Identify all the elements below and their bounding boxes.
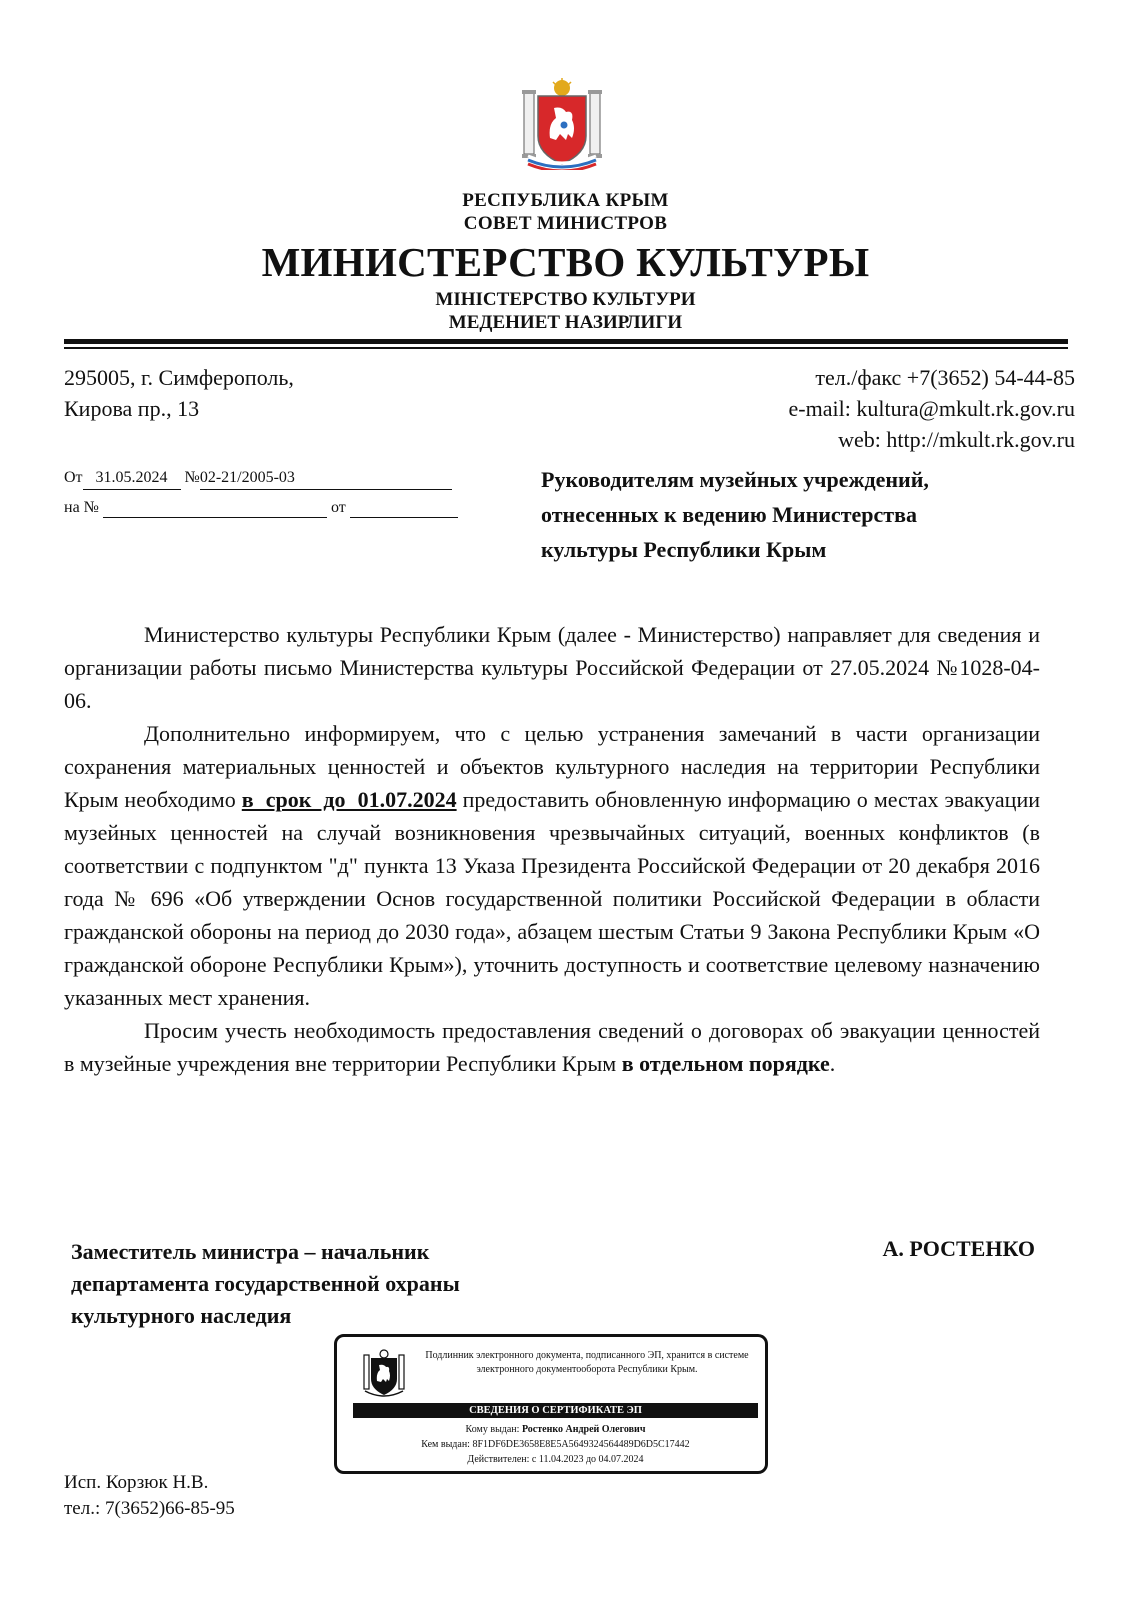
header-ministry-title: МИНИСТЕРСТВО КУЛЬТУРЫ: [261, 239, 870, 285]
certificate-serial: 8F1DF6DE3658E8E5A5649324564489D6D5C17442: [472, 1439, 690, 1450]
postal-address: [64, 362, 294, 424]
header-divider-thin: [64, 347, 1068, 349]
registration-outgoing: [64, 468, 452, 490]
web-link[interactable]: web: http://mkult.rk.gov.ru: [838, 427, 1075, 452]
coat-of-arms-mini-icon: [362, 1349, 406, 1399]
issued-by: [353, 1438, 758, 1451]
header-ministry-crimean-tatar: МЕДЕНИЕТ НАЗИРЛИГИ: [448, 312, 683, 333]
executor-info: [64, 1470, 235, 1522]
contact-info: [789, 362, 1075, 455]
stamp-note: Подлинник электронного документа, подписанного ЭП, хранится в системе электронного документооборота Республики Крым.: [425, 1350, 749, 1375]
issued-to-label: Кому выдан:: [465, 1424, 520, 1435]
reply-label: на №: [64, 499, 99, 516]
position-line: департамента государственной охраны: [71, 1271, 460, 1296]
issued-to-name: Ростенко Андрей Олегович: [521, 1424, 646, 1435]
issued-by-label: Кем выдан:: [421, 1439, 470, 1450]
paragraph-1: Министерство культуры Республики Крым (далее - Министерство) направляет для сведения и организации работы письмо Министерства культуры Российской Федерации от 27.05.2024 №1028-04-06.: [64, 622, 1040, 713]
paragraph-2-text-cont: предоставить обновленную информацию о местах эвакуации музейных ценностей на случай возникновения чрезвычайных ситуаций, военных конфликтов (в соответствии с подпунктом "д" пункта 13 Указа Президента Российской Федерации от 20 декабря 2016 года № 696 «Об утверждении Основ государственной политики Российской Федерации в области гражданской обороны на период до 2030 года», абзацем шестым Статьи 9 Закона Республики Крым «О гражданской обороне Республики Крым»), уточнить доступность и соответствие целевому назначению указанных мест хранения.: [64, 787, 1040, 1010]
header-divider: [64, 339, 1068, 344]
address-line: Кирова пр., 13: [64, 396, 200, 421]
position-line: культурного наследия: [71, 1303, 292, 1328]
addressee-line: Руководителям музейных учреждений,: [541, 467, 929, 492]
from-label: От: [64, 469, 83, 486]
paragraph-2: [64, 717, 1040, 1014]
executor-phone: тел.: 7(3652)66-85-95: [64, 1498, 235, 1519]
electronic-signature-stamp: [334, 1334, 768, 1474]
executor-name: Исп. Корзюк Н.В.: [64, 1472, 209, 1493]
reply-from-label: от: [330, 499, 346, 516]
header-ministry-ukrainian: МІНІСТЕРСТВО КУЛЬТУРИ: [435, 289, 696, 310]
paragraph-2-text: Дополнительно информируем, что с целью устранения замечаний в части организации сохранения материальных ценностей и объектов культурного наследия на территории Республики Крым необходимо: [64, 721, 1040, 812]
letter-body: [64, 618, 1040, 1080]
doc-number: 02-21/2005-03: [200, 468, 452, 490]
header-council: СОВЕТ МИНИСТРОВ: [463, 213, 668, 234]
validity-period: Действителен: с 11.04.2023 до 04.07.2024: [467, 1454, 644, 1465]
crimea-coat-of-arms-icon: [520, 78, 604, 170]
issued-to: [353, 1423, 758, 1436]
signatory-name: А. РОСТЕНКО: [882, 1236, 1035, 1261]
registration-reply: [64, 498, 458, 518]
doc-date: 31.05.2024: [83, 468, 181, 490]
separate-order-highlight: в отдельном порядке: [621, 1051, 830, 1076]
addressee-line: отнесенных к ведению Министерства: [541, 502, 917, 527]
deadline-highlight: в срок до 01.07.2024: [241, 787, 457, 812]
phone-fax: тел./факс +7(3652) 54-44-85: [815, 365, 1075, 390]
reply-number-blank: [103, 500, 327, 518]
reply-date-blank: [350, 500, 458, 518]
signatory-position: [71, 1236, 591, 1332]
header-republic: РЕСПУБЛИКА КРЫМ: [462, 190, 669, 211]
email-link[interactable]: e-mail: kultura@mkult.rk.gov.ru: [788, 396, 1075, 421]
certificate-header: СВЕДЕНИЯ О СЕРТИФИКАТЕ ЭП: [353, 1403, 758, 1418]
addressee-line: культуры Республики Крым: [541, 537, 827, 562]
paragraph-3: [64, 1014, 1040, 1080]
paragraph-3-text: Просим учесть необходимость предоставления сведений о договорах об эвакуации ценностей в музейные учреждения вне территории Республики Крым: [64, 1018, 1040, 1076]
number-label: №: [184, 469, 200, 486]
address-line: 295005, г. Симферополь,: [64, 365, 294, 390]
paragraph-3-end: .: [829, 1051, 836, 1076]
addressee: [541, 462, 1051, 567]
position-line: Заместитель министра – начальник: [71, 1239, 430, 1264]
